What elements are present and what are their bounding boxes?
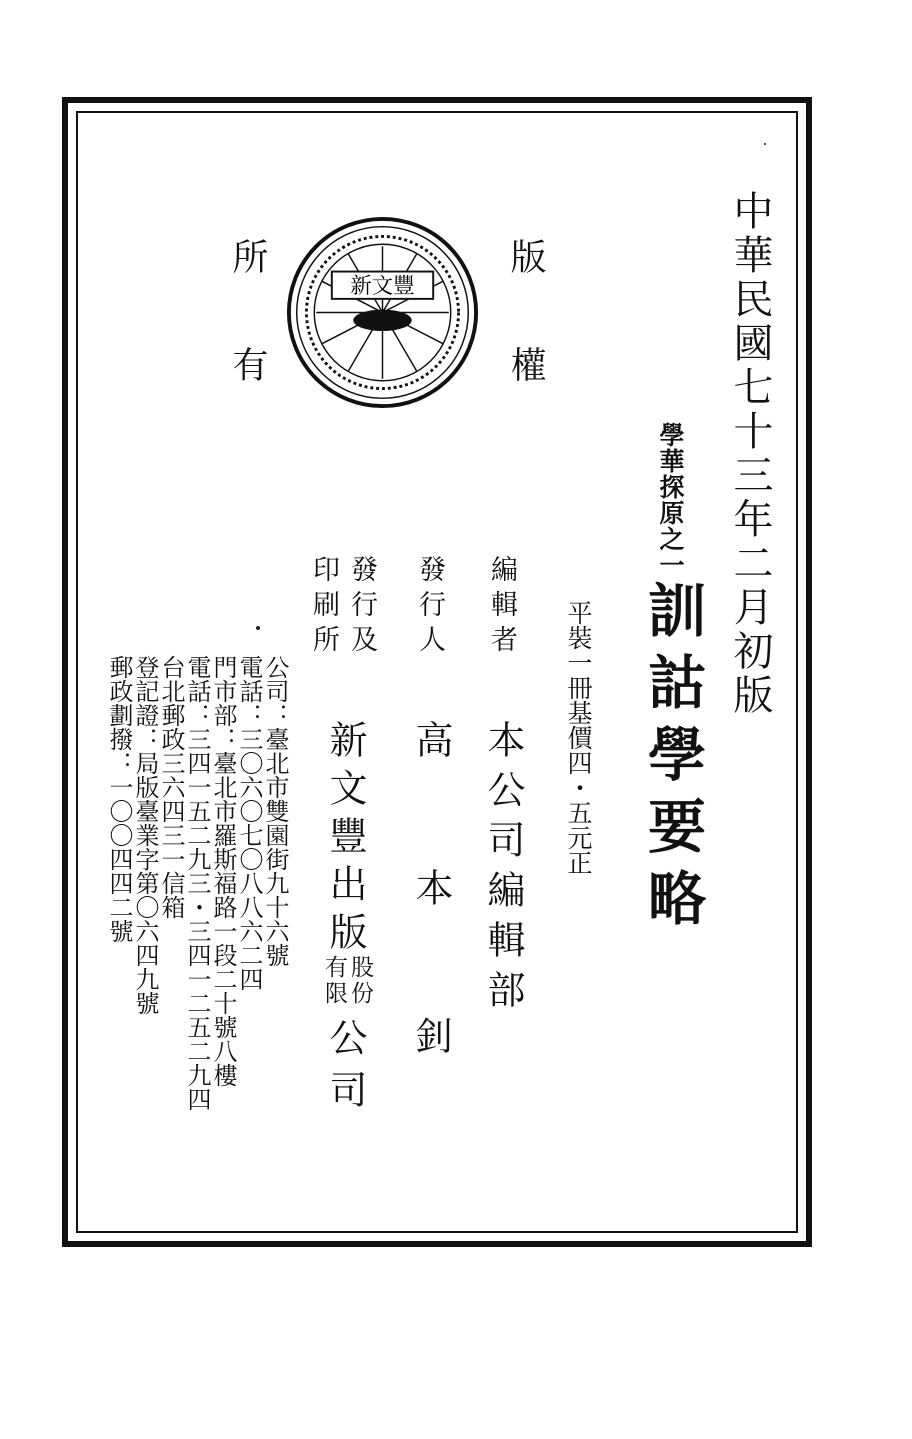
printer-name: 新文豐出版 — [323, 720, 367, 960]
book-title: 訓詁學要略 — [638, 580, 706, 940]
address-line: 電話：三〇六〇七〇八八六二四 — [235, 655, 263, 991]
copyright-text: 版權 — [505, 238, 546, 454]
address-line: 門市部：臺北市羅斯福路一段二十號八樓 — [209, 655, 237, 1087]
copyright-text: 所有 — [227, 238, 268, 454]
printer-small-a: 股份 — [347, 955, 373, 1007]
print-speck — [764, 143, 766, 145]
printer-label-a: 發行及 — [346, 555, 377, 660]
printer-label-b: 印刷所 — [308, 555, 339, 660]
print-speck — [256, 626, 260, 630]
price-line: 平裝一冊基價四・五元正 — [564, 600, 593, 875]
publisher-seal-icon — [285, 215, 480, 410]
edition-line: 中華民國七十三年二月初版 — [727, 190, 773, 718]
seal-text: 新文豐 — [350, 274, 415, 299]
address-line: 電話：三四一五二九三・三四一二五二九四 — [183, 655, 211, 1111]
editor-label: 編輯者 — [486, 555, 517, 660]
printer-small-b: 有限 — [321, 955, 347, 1007]
series-name: 學華探原之一 — [656, 422, 685, 578]
printer-name-end: 公司 — [323, 1018, 367, 1122]
editor-name: 本公司編輯部 — [481, 720, 525, 1020]
address-line: 登記證：局版臺業字第〇六四九號 — [131, 655, 159, 1015]
publisher-label: 發行人 — [414, 555, 445, 660]
address-line: 台北郵政三六四三一信箱 — [157, 655, 185, 919]
address-line: 郵政劃撥：一〇〇四四二號 — [105, 655, 133, 943]
address-line: 公司：臺北市雙園街九十六號 — [261, 655, 289, 967]
publisher-name: 高本釗 — [409, 720, 453, 1164]
